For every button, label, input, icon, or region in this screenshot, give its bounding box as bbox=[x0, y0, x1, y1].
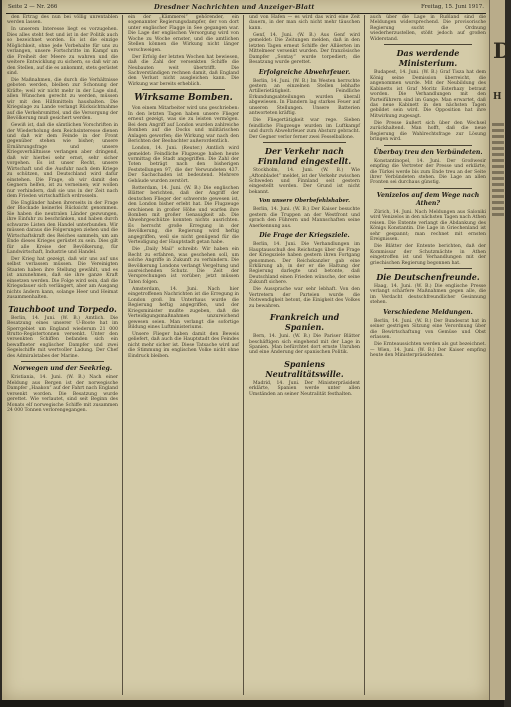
article-paragraph: Stockholm, 14. Juni. (W. B.) Wie „Aftonbladet“ meldet, ist der Verkehr zwischen Schweden und Finnland seit gestern eingestellt worden. Der Grund ist nicht bekannt. bbox=[249, 168, 360, 195]
article-paragraph: Der Erfolg der letzten Wochen hat bewiesen, daß die Zahl der versenkten Schiffe die Neubauten weit übertrifft. Die Sachverständigen rechnen damit, daß England den Verlust nicht ausgleichen kann. Die Wirkung war bereits erheblich. bbox=[128, 54, 239, 87]
article-paragraph: Von einem Mitarbeiter wird uns geschrieben: In den letzten Tagen haben unsere Flieger erneut gezeigt, was sie zu leisten vermögen. Bei dem Angriff auf London wurden zahlreiche Bomben auf die Docks und militärischen Anlagen geworfen; die Wirkung war nach den Berichten der Beobachter außerordentlich. bbox=[128, 106, 239, 145]
article-headline: Verschiedene Meldungen. bbox=[383, 308, 473, 316]
article-paragraph: Die Engländer haben ihrerseits in der Frage der Blockade keinerlei Rücksicht genommen. Sie haben die neutralen Länder gezwungen, ihre Einfuhr zu beschränken, und haben durch schwarze Listen den Handel unterbunden. Wir müssen daraus die Folgerungen ziehen und die Wirtschaftskraft des Reiches sammeln, um am Ende dieses Krieges gerüstet zu sein. Dies gilt für alle Kreise der Bevölkerung, für Landwirtschaft, Industrie und Handel. bbox=[7, 200, 118, 256]
article-paragraph: Haag, 14. Juni. (W. B.) Die englische Presse verlangt schärfere Maßnahmen gegen alle, die im Verdacht deutschfreundlicher Gesinnung stehen. bbox=[370, 283, 486, 306]
article-headline: Die Deutschenfreunde. bbox=[376, 271, 480, 282]
masthead: Dresdner Nachrichten und Anzeiger-Blatt bbox=[154, 3, 315, 11]
article-divider bbox=[21, 361, 104, 362]
article-paragraph: Rotterdam, 14. Juni. (W. B.) Die englischen Blätter berichten, daß der Angriff der deutschen Flieger der schwerste gewesen ist, den London bisher erlebt hat. Die Flugzeuge erschienen in großer Höhe und warfen ihre Bomben mit großer Genauigkeit ab. Die Abwehrgeschütze konnten nichts ausrichten. Es herrscht große Erregung in der Bevölkerung, die Regierung wird heftig angegriffen, weil sie nicht genügend für die Verteidigung der Hauptstadt getan habe. bbox=[128, 185, 239, 246]
article-paragraph: Die Presse äußert sich über den Wechsel zurückhaltend. Man hofft, daß die neue Regierung die Wahlrechtsfrage zur Lösung bringen wird. bbox=[370, 120, 486, 143]
article-paragraph: Madrid, 14. Juni. Der Ministerpräsident erklärte, Spanien werde unter allen Umständen an seiner Neutralität festhalten. bbox=[249, 380, 360, 397]
article-headline: Erfolgreiche Abwehrfeuer. bbox=[258, 68, 351, 76]
article-headline: Die Frage der Kriegsziele. bbox=[259, 232, 350, 240]
page-number: Seite 2 — Nr. 266 bbox=[8, 4, 58, 10]
article-paragraph: Berlin, 14. Juni. (W. B.) Der Bundesrat hat in seiner gestrigen Sitzung eine Verordnung über die Bewirtschaftung von Gemüse und Obst erlassen. bbox=[370, 318, 486, 341]
article-headline: Tauchboot und Torpedo. bbox=[8, 303, 117, 314]
article-divider bbox=[263, 142, 346, 143]
adjacent-page-edge bbox=[489, 0, 511, 700]
article-paragraph: Berlin, 14. Juni. (W. B.) Amtlich. Die Besatzung eines unserer U-Boote hat im Sperrgebiet um England wiederum 21 000 Brutto-Registertonnen versenkt. Unter den versenkten Schiffen befanden sich ein bewaffneter englischer Dampfer und zwei Segelschiffe mit wertvoller Ladung. Der Chef des Admiralstabes der Marine. bbox=[7, 315, 118, 359]
article-paragraph: und von Hafen — es wird das wird eine Zeit dauern, in der man sich nicht mehr täuschen kann. bbox=[249, 15, 360, 31]
column-rule bbox=[122, 15, 123, 695]
article-headline: Überbay treu den Verbündeten. bbox=[373, 148, 483, 156]
page-header bbox=[6, 2, 486, 14]
article-paragraph: In unserem Interesse liegt es vorzugehen. Dies alles steht fest und ist in der Politik auch so bezeichnet worden. Es ist die einzige Möglichkeit, ohne jede Vorbehalte für uns zu verlangen, unsere Fortschritte im Kampf um die Freiheit der Meere zu wahren und die weitere Entwicklung zu sichern, so daß wir an den Stellen, auf die es ankommt, stets gerüstet sind. bbox=[7, 27, 118, 77]
article-paragraph: Konstantinopel, 14. Juni. Der Großwesir empfing die Vertreter der Presse und erklärte, die Türkei werde bis zum Ende treu an der Seite ihrer Verbündeten stehen. Die Lage an allen Fronten sei durchaus günstig. bbox=[370, 158, 486, 186]
issue-date: Freitag, 15. Juni 1917. bbox=[420, 4, 484, 10]
article-paragraph: Die Ernteaussichten werden als gut bezeichnet. — Wien, 14. Juni. (W. B.) Der Kaiser empfing heute den Ministerpräsidenten. bbox=[370, 342, 486, 358]
article-paragraph: Die „Daily Mail“ schreibt: Wir haben ein Recht zu erfahren, was geschehen soll, um solche Angriffe in Zukunft zu verhindern. Die Bevölkerung Londons verlangt Vergeltung und ausreichenden Schutz. Die Zeit der Versprechungen ist vorüber; jetzt müssen Taten folgen. bbox=[128, 247, 239, 285]
article-headline: Von unsere Oberbefehlshaber. bbox=[258, 198, 351, 205]
article-paragraph: Berlin, 14. Juni. Die Verhandlungen im Hauptausschuß des Reichstags über die Frage der Kriegsziele haben gestern ihren Fortgang genommen. Der Reichskanzler gab eine Erklärung ab, in der er die Haltung der Regierung darlegte und betonte, daß Deutschland einen Frieden wünsche, der seine Zukunft sichere. bbox=[249, 242, 360, 286]
article-headline: Frankreich und Spanien. bbox=[269, 312, 340, 333]
article-headline: Wirksame Bomben. bbox=[134, 93, 233, 104]
column-3 bbox=[249, 15, 360, 697]
article-paragraph: Zürich, 14. Juni. Nach Meldungen aus Saloniki wird Venizelos in den nächsten Tagen nach Athen reisen. Die Entente verlangt die Abdankung des Königs Konstantin. Die Lage in Griechenland ist sehr gespannt; man rechnet mit ernsten Ereignissen. bbox=[370, 209, 486, 243]
article-paragraph: Die Fliegertätigkeit war rege. Sieben feindliche Flugzeuge wurden im Luftkampf und durch Abwehrfeuer zum Absturz gebracht. Der Gegner verlor ferner zwei Fesselballone. bbox=[249, 118, 360, 140]
column-rule bbox=[364, 15, 365, 695]
article-paragraph: Gewiß ist, daß die sämtlichen Vorschriften in der Wiederholung dem Reichsinteresse dienen und daß wir dem Feinde in der Front gegenüber stehen wie bisher; unsere Ernährungsfrage und unsere Kriegsverhältnisse verlangen aber dringend, daß wir hierbei sehr ernst, sehr sicher vorgehen. Es ist unser Recht, unsere Wirtschaft und die Ausfuhr nach dem Kriege zu schützen, und Deutschland wird dafür einstehen. Die Frage, ob wir damit den Gegnern helfen, ist zu verneinen; wir wollen nur verhindern, daß sie uns in der Zeit nach dem Frieden wirtschaftlich erdrosseln. bbox=[7, 123, 118, 199]
article-paragraph: Die Aussprache war sehr lebhaft. Von den Vertretern der Parteien wurde die Notwendigkeit betont, die Einigkeit des Volkes zu bewahren. bbox=[249, 287, 360, 309]
article-paragraph: Amsterdam, 14. Juni. Nach hier eingetroffenen Nachrichten ist die Erregung in London groß. Im Unterhaus wurde die Regierung heftig angegriffen, und der Kriegsminister mußte zugeben, daß die Verteidigungsmaßnahmen unzureichend gewesen seien. Man verlangt die sofortige Bildung eines Luftministeriums. bbox=[128, 286, 239, 331]
article-divider bbox=[142, 89, 225, 90]
article-divider bbox=[384, 44, 472, 45]
adjacent-page-fragment: D bbox=[493, 38, 511, 63]
column-2 bbox=[128, 15, 239, 697]
article-paragraph: Bern, 14. Juni. (W. B.) Die Pariser Blätter beschäftigen sich eingehend mit der Lage in Spanien. Man befürchtet dort ernste Unruhen und eine Änderung der spanischen Politik. bbox=[249, 334, 360, 356]
article-paragraph: ein der „Kämmerei“ gehörender, ein sogenannter Regierungsdampfer, der von dort unter englischer Flagge in See gegangen war. Die Lage der englischen Versorgung wird von Woche zu Woche ernster, und die amtlichen Stellen können die Wirkung nicht länger verschweigen. bbox=[128, 15, 239, 53]
newspaper-page bbox=[2, 0, 489, 700]
column-rule bbox=[243, 15, 244, 695]
article-paragraph: Unsere Flieger haben damit den Beweis geliefert, daß auch die Hauptstadt des Feindes nicht mehr sicher ist. Diese Tatsache wird auf die Stimmung im englischen Volke nicht ohne Eindruck bleiben. bbox=[128, 332, 239, 359]
article-paragraph: Die Maßnahmen, die durch die Verhältnisse geboten werden, bleiben zur Schonung der Kräfte; weil wir nicht mehr in der Lage sind, allen Wünschen gerecht zu werden, müssen wir mit den Hilfsmitteln haushalten. Die Kriegslage zu Lande verlangt Rücksichtnahme auf die Verkehrsmittel, und die Versorgung der Bevölkerung muß gesichert werden. bbox=[7, 77, 118, 122]
article-paragraph: Berlin, 14. Juni. (W. B.) Der Kaiser besuchte gestern die Truppen an der Westfront und sprach den Führern und Mannschaften seine Anerkennung aus. bbox=[249, 207, 360, 229]
article-paragraph: auch über die Lage in Rußland sind die Meldungen widersprechend. Die provisorische Regierung sucht die Ordnung wiederherzustellen, stößt jedoch auf großen Widerstand. bbox=[370, 15, 486, 42]
article-headline: Spaniens Neutralitätswille. bbox=[265, 358, 344, 379]
article-paragraph: Kristiania, 14. Juni. (W. B.) Nach einer Meldung aus Bergen ist der norwegische Dampfer „Haakon“ auf der Fahrt nach England versenkt worden. Die Besatzung wurde gerettet. Wie verlautet, sind seit Beginn des Monats elf norwegische Schiffe mit zusammen 24 000 Tonnen verlorengegangen. bbox=[7, 375, 118, 413]
article-divider bbox=[384, 268, 472, 269]
article-paragraph: Budapest, 14. Juni. (W. B.) Graf Tisza hat dem König seine Demission überreicht, die angenommen wurde. Mit der Neubildung des Kabinetts ist Graf Moritz Esterhazy betraut worden. Die Verhandlungen mit den Parteiführern sind im Gange. Man erwartet, daß das neue Kabinett in den nächsten Tagen gebildet sein wird. Die Opposition hat ihre Mitwirkung zugesagt. bbox=[370, 70, 486, 119]
article-paragraph: London, 14. Juni. (Reuter.) Amtlich wird gemeldet: Feindliche Flugzeuge haben heute vormittag die Stadt angegriffen. Die Zahl der Toten beträgt nach den bisherigen Feststellungen 97, die der Verwundeten 437. Der Sachschaden ist bedeutend. Mehrere Gebäude wurden zerstört. bbox=[128, 146, 239, 184]
adjacent-page-fragment: H bbox=[493, 92, 502, 102]
article-paragraph: Die Blätter der Entente berichten, daß der Kommissar der Schutzmächte in Athen eingetroffen ist und Verhandlungen mit der griechischen Regierung begonnen hat. bbox=[370, 244, 486, 266]
scan-border bbox=[0, 700, 504, 707]
adjacent-page-text-lines bbox=[492, 120, 504, 219]
article-paragraph: Der Krieg hat gezeigt, daß wir uns auf uns selbst verlassen müssen. Die Vereinigten Staaten haben ihre Stellung gewählt, und es ist anzunehmen, daß sie ihre ganze Kraft einsetzen werden. Die Folge wird sein, daß die Kriegsdauer sich verlängert, aber am Ausgang nichts ändern kann, solange Heer und Heimat zusammenhalten. bbox=[7, 256, 118, 301]
column-1 bbox=[7, 15, 118, 697]
article-divider bbox=[384, 188, 472, 189]
article-paragraph: Berlin, 14. Juni. (W. B.) Im Westen herrschte gestern an einzelnen Stellen lebhafte Artillerietätigkeit. Feindliche Erkundungsabteilungen wurden überall abgewiesen. In Flandern lag starkes Feuer auf unseren Stellungen. Unsere Batterien antworteten kräftig. bbox=[249, 78, 360, 117]
article-headline: Venizelos auf dem Wege nach Athen? bbox=[376, 191, 480, 207]
article-paragraph: Genf, 14. Juni. (W. B.) Aus Genf wird gemeldet: Die Zeitungen melden, daß in den letzten Tagen erneut Schiffe der Alliierten im Mittelmeer versenkt wurden. Der französische Dampfer „Sontay“ wurde torpediert; die Besatzung wurde gerettet. bbox=[249, 32, 360, 66]
article-headline: Das werdende Ministerium. bbox=[396, 48, 460, 69]
article-divider bbox=[384, 145, 472, 146]
article-headline: Der Verkehr nach Finnland eingestellt. bbox=[257, 146, 352, 167]
article-headline: Norwegen und der Seekrieg. bbox=[12, 365, 113, 373]
column-4 bbox=[370, 15, 486, 697]
article-paragraph: den Ertrag des nun bei völlig unrentablen werden lassen. bbox=[7, 15, 118, 26]
